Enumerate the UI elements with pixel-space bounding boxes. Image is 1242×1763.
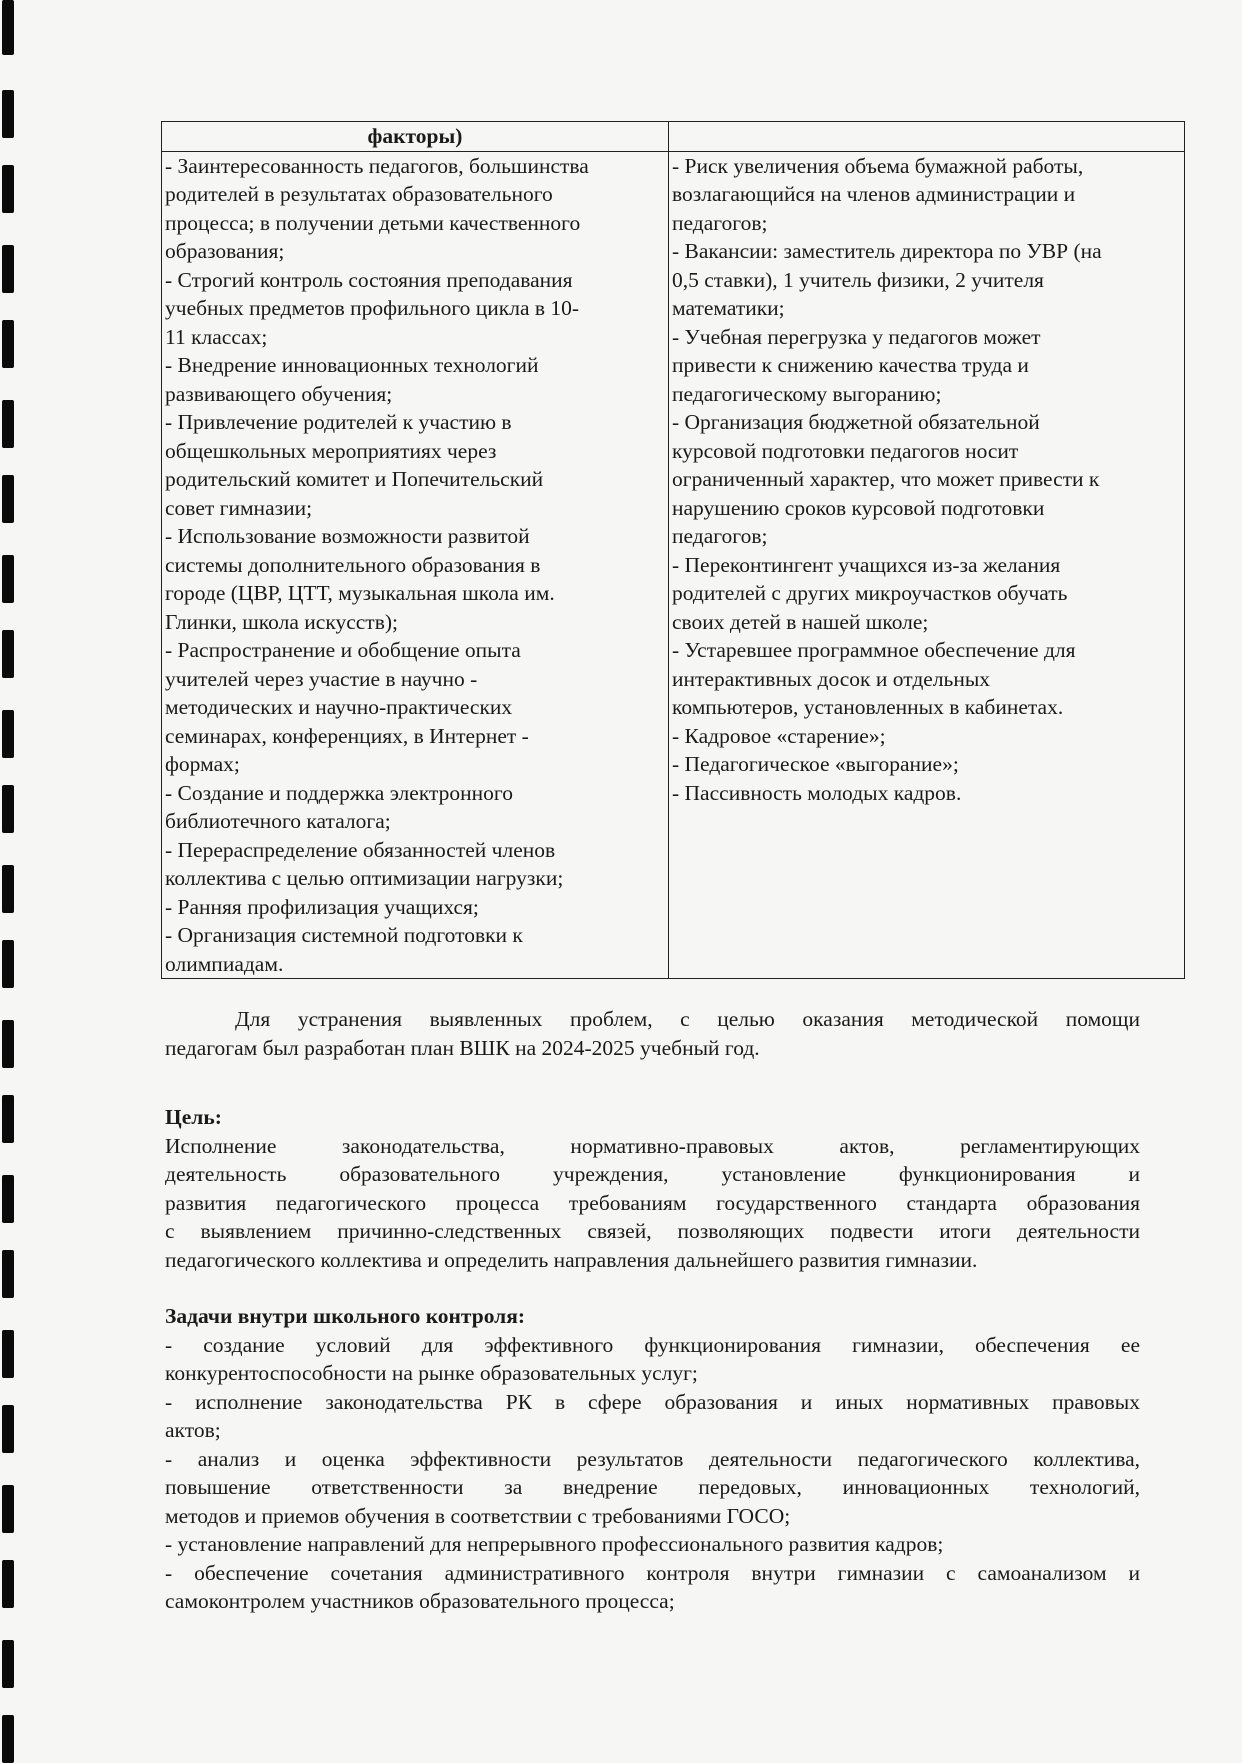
table-line: родительский комитет и Попечительский bbox=[165, 467, 544, 491]
table-line: - Педагогическое «выгорание»; bbox=[672, 752, 959, 776]
table-line: олимпиадам. bbox=[165, 951, 284, 976]
table-line: учителей через участие в научно - bbox=[165, 666, 478, 691]
table-line: - Строгий контроль состояния преподавания bbox=[165, 267, 573, 292]
table-line: - Кадровое «старение»; bbox=[672, 723, 886, 748]
table-line: - Организация системной подготовки к bbox=[165, 923, 523, 947]
binding-hole bbox=[2, 0, 14, 55]
binding-hole bbox=[2, 710, 14, 758]
task-item bbox=[165, 1445, 1140, 1531]
table-line: родителей в результатах образовательного bbox=[165, 182, 553, 206]
task-line: актов; bbox=[165, 1418, 221, 1442]
binding-hole bbox=[2, 1485, 14, 1533]
table-line: - Риск увеличения объема бумажной работы, bbox=[672, 153, 1084, 178]
binding-hole bbox=[2, 1175, 14, 1223]
table-line: педагогов; bbox=[672, 210, 768, 235]
binding-hole bbox=[2, 320, 14, 368]
task-item bbox=[165, 1388, 1140, 1445]
binding-hole bbox=[2, 630, 14, 678]
intro-line-2: педагогам был разработан план ВШК на 2024-2025 учебный год. bbox=[165, 1035, 760, 1060]
binding-hole bbox=[2, 785, 14, 833]
table-line: системы дополнительного образования в bbox=[165, 552, 541, 577]
task-line: повышение ответственности за внедрение передовых, инновационных технологий, bbox=[165, 1475, 1140, 1499]
table-line: 11 классах; bbox=[165, 324, 268, 349]
tasks-section bbox=[165, 1302, 1140, 1616]
table-line: нарушению сроков курсовой подготовки bbox=[672, 495, 1045, 520]
binding-hole bbox=[2, 1405, 14, 1453]
binding-hole bbox=[2, 1095, 14, 1143]
table-header-left: факторы) bbox=[162, 122, 669, 152]
binding-hole bbox=[2, 1250, 14, 1298]
table-line: семинарах, конференциях, в Интернет - bbox=[165, 723, 529, 748]
table-line: - Организация бюджетной обязательной bbox=[672, 410, 1040, 434]
swot-table bbox=[161, 121, 1185, 979]
table-line: развивающего обучения; bbox=[165, 381, 393, 406]
table-line: учебных предметов профильного цикла в 10- bbox=[165, 296, 580, 320]
task-line: - обеспечение сочетания административного контроля внутри гимназии с самоанализом и bbox=[165, 1560, 1140, 1585]
table-line: - Ранняя профилизация учащихся; bbox=[165, 894, 479, 919]
table-body-row bbox=[162, 151, 1185, 979]
threats-cell bbox=[669, 151, 1185, 979]
table-line: - Использование возможности развитой bbox=[165, 524, 530, 548]
table-line: - Перераспределение обязанностей членов bbox=[165, 837, 556, 862]
binding-hole bbox=[2, 1640, 14, 1688]
opportunities-cell bbox=[162, 151, 669, 979]
binding-hole bbox=[2, 245, 14, 293]
task-line: - анализ и оценка эффективности результатов деятельности педагогического коллектива, bbox=[165, 1446, 1140, 1471]
binding-hole bbox=[2, 1715, 14, 1763]
table-line: - Пассивность молодых кадров. bbox=[672, 780, 962, 805]
table-line: Глинки, школа искусств); bbox=[165, 609, 398, 634]
table-line: возлагающийся на членов администрации и bbox=[672, 182, 1076, 206]
goal-line: деятельность образовательного учреждения, установление функционирования и bbox=[165, 1162, 1140, 1186]
table-line: интерактивных досок и отдельных bbox=[672, 666, 991, 691]
table-line: методических и научно-практических bbox=[165, 695, 513, 719]
table-header-right bbox=[669, 122, 1185, 152]
table-line: математики; bbox=[672, 296, 785, 320]
goal-line: педагогического коллектива и определить направления дальнейшего развития гимназии. bbox=[165, 1247, 978, 1272]
binding-hole bbox=[2, 555, 14, 603]
table-line: формах; bbox=[165, 752, 240, 776]
goal-line: с выявлением причинно-следственных связей, позволяющих подвести итоги деятельности bbox=[165, 1219, 1140, 1243]
binding-hole bbox=[2, 1330, 14, 1378]
table-line: коллектива с целью оптимизации нагрузки; bbox=[165, 866, 564, 890]
goal-text bbox=[165, 1132, 1140, 1275]
goal-line: развития педагогического процесса требованиям государственного стандарта образования bbox=[165, 1190, 1140, 1215]
task-item bbox=[165, 1331, 1140, 1388]
intro-paragraph bbox=[165, 1005, 1140, 1062]
task-line: - исполнение законодательства РК в сфере образования и иных нормативных правовых bbox=[165, 1389, 1140, 1414]
task-item bbox=[165, 1530, 1140, 1559]
table-line: - Создание и поддержка электронного bbox=[165, 780, 513, 805]
table-line: курсовой подготовки педагогов носит bbox=[672, 438, 1019, 463]
table-line: библиотечного каталога; bbox=[165, 809, 391, 833]
task-line: - создание условий для эффективного функционирования гимназии, обеспечения ее bbox=[165, 1332, 1140, 1357]
tasks-list bbox=[165, 1331, 1140, 1616]
intro-line-1: Для устранения выявленных проблем, с целью оказания методической помощи bbox=[235, 1007, 1140, 1031]
table-line: привести к снижению качества труда и bbox=[672, 353, 1029, 377]
table-line: - Привлечение родителей к участию в bbox=[165, 410, 512, 434]
task-line: самоконтролем участников образовательного процесса; bbox=[165, 1589, 675, 1613]
task-line: методов и приемов обучения в соответствии с требованиями ГОСО; bbox=[165, 1503, 791, 1528]
table-line: компьютеров, установленных в кабинетах. bbox=[672, 695, 1064, 719]
binding-hole bbox=[2, 1020, 14, 1068]
table-line: ограниченный характер, что может привести к bbox=[672, 467, 1100, 491]
task-line: конкурентоспособности на рынке образовательных услуг; bbox=[165, 1361, 698, 1385]
table-line: - Заинтересованность педагогов, большинства bbox=[165, 153, 589, 178]
table-line: - Распространение и обобщение опыта bbox=[165, 638, 521, 662]
table-line: педагогическому выгоранию; bbox=[672, 381, 942, 406]
table-header-row bbox=[162, 122, 1185, 152]
table-line: родителей с других микроучастков обучать bbox=[672, 581, 1068, 605]
table-line: образования; bbox=[165, 239, 285, 263]
table-line: совет гимназии; bbox=[165, 495, 313, 520]
table-line: - Учебная перегрузка у педагогов может bbox=[672, 324, 1041, 349]
goal-section bbox=[165, 1103, 1140, 1274]
table-line: - Внедрение инновационных технологий bbox=[165, 353, 539, 377]
goal-line: Исполнение законодательства, нормативно-правовых актов, регламентирующих bbox=[165, 1133, 1140, 1158]
binding-hole bbox=[2, 400, 14, 448]
binding-hole bbox=[2, 165, 14, 213]
task-item bbox=[165, 1559, 1140, 1616]
table-line: городе (ЦВР, ЦТТ, музыкальная школа им. bbox=[165, 581, 555, 605]
binding-holes bbox=[0, 0, 18, 1755]
binding-hole bbox=[2, 1560, 14, 1608]
task-line: - установление направлений для непрерывного профессионального развития кадров; bbox=[165, 1532, 944, 1556]
goal-heading: Цель: bbox=[165, 1105, 222, 1129]
table-line: 0,5 ставки), 1 учитель физики, 2 учителя bbox=[672, 267, 1044, 292]
binding-hole bbox=[2, 475, 14, 523]
table-line: - Устаревшее программное обеспечение для bbox=[672, 638, 1076, 662]
table-line: процесса; в получении детьми качественного bbox=[165, 210, 581, 235]
binding-hole bbox=[2, 90, 14, 138]
table-line: педагогов; bbox=[672, 524, 768, 548]
table-line: - Переконтингент учащихся из-за желания bbox=[672, 552, 1061, 577]
binding-hole bbox=[2, 940, 14, 988]
table-line: общешкольных мероприятиях через bbox=[165, 438, 497, 463]
table-line: своих детей в нашей школе; bbox=[672, 609, 929, 634]
table-line: - Вакансии: заместитель директора по УВР (на bbox=[672, 239, 1102, 263]
binding-hole bbox=[2, 865, 14, 913]
tasks-heading: Задачи внутри школьного контроля: bbox=[165, 1304, 526, 1328]
